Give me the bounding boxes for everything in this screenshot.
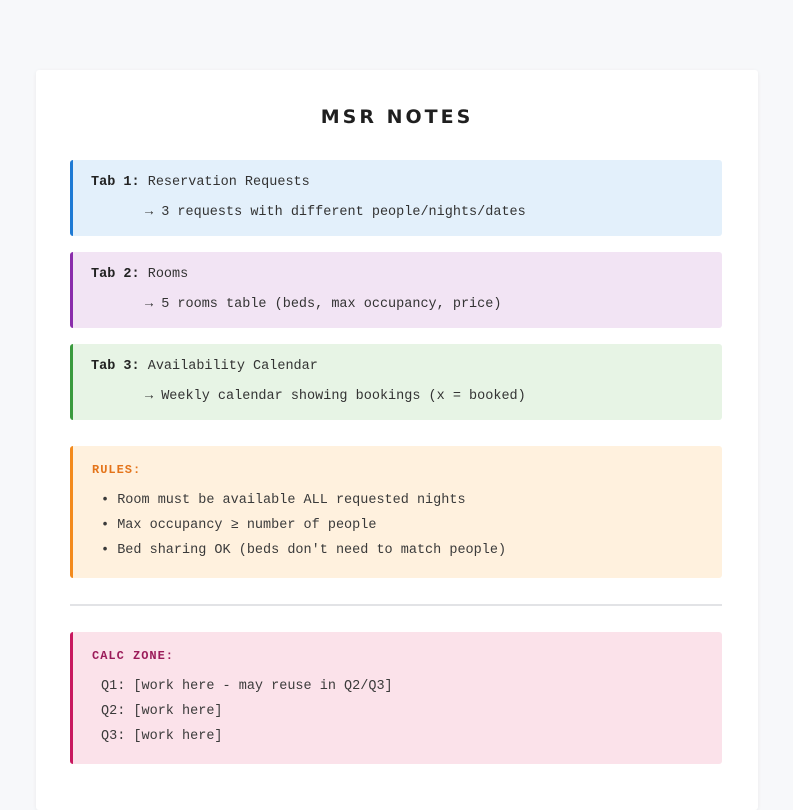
rules-section — [70, 446, 722, 578]
tab-1-note — [70, 160, 722, 236]
calc-zone-section — [70, 632, 722, 764]
tab-1-detail: → 3 requests with different people/nights/dates — [145, 205, 526, 220]
tab-2-name: Rooms — [147, 267, 189, 282]
page-title: MSR NOTES — [320, 106, 474, 128]
tab-3-label: Tab 3: — [91, 359, 140, 374]
calc-line-q2[interactable]: Q2: [work here] — [101, 704, 223, 719]
section-divider — [70, 604, 722, 606]
tab-3-note — [70, 344, 722, 420]
rules-list — [92, 488, 722, 563]
tab-2-detail: → 5 rooms table (beds, max occupancy, price) — [145, 297, 502, 312]
rule-item: • Room must be available ALL requested nights — [101, 493, 466, 508]
tab-3-detail: → Weekly calendar showing bookings (x = booked) — [145, 389, 526, 404]
rule-item: • Bed sharing OK (beds don't need to match people) — [101, 543, 507, 558]
tab-1-name: Reservation Requests — [147, 175, 310, 190]
calc-line-q1[interactable]: Q1: [work here - may reuse in Q2/Q3] — [101, 679, 393, 694]
calc-line-q3[interactable]: Q3: [work here] — [101, 729, 223, 744]
tab-1-label: Tab 1: — [91, 175, 140, 190]
rule-item: • Max occupancy ≥ number of people — [101, 518, 377, 533]
notes-page — [36, 70, 758, 810]
calc-zone-list — [92, 674, 722, 749]
calc-zone-label: CALC ZONE: — [92, 649, 175, 663]
tab-2-note — [70, 252, 722, 328]
tab-3-name: Availability Calendar — [147, 359, 318, 374]
rules-label: RULES: — [92, 463, 142, 477]
tab-2-label: Tab 2: — [91, 267, 140, 282]
